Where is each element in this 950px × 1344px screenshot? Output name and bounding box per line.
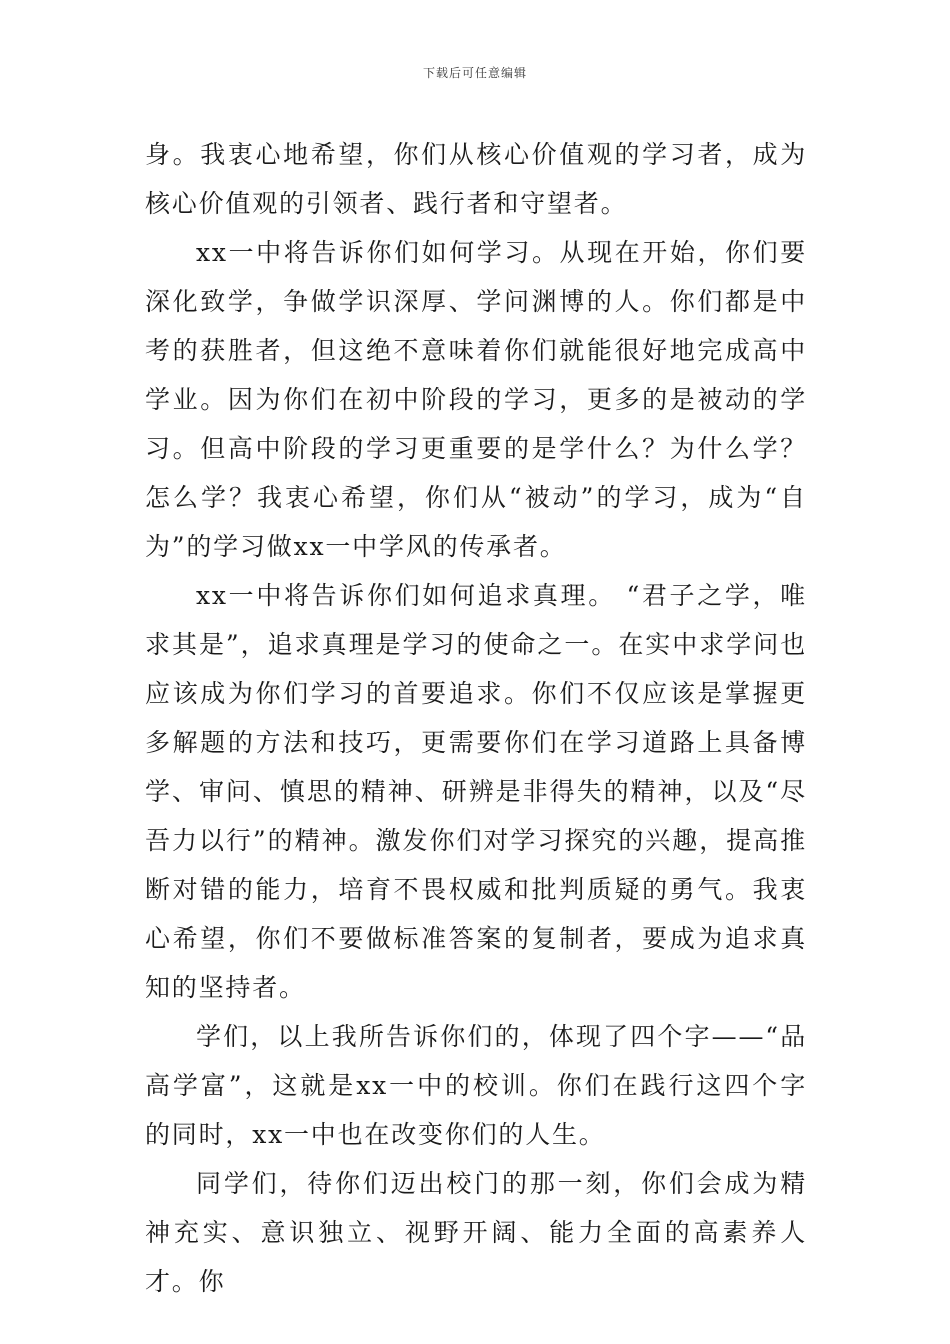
paragraph: 学们，以上我所告诉你们的，体现了四个字——“品高学富”，这就是xx一中的校训。你们在践行这四个字的同时，xx一中也在改变你们的人生。 bbox=[145, 1022, 807, 1149]
page-header: 下载后可任意编辑 bbox=[422, 66, 527, 80]
paragraph: xx一中将告诉你们如何追求真理。 “君子之学，唯求其是”，追求真理是学习的使命之一。在实中求学问也应该成为你们学习的首要追求。你们不仅应该是掌握更多解题的方法和技巧，更需要你们在学习道路上具备博学、审问、慎思的精神、研辨是非得失的精神，以及“尽吾力以行”的精神。激发你们对学习探究的兴趣，提高推断对错的能力，培育不畏权威和批判质疑的勇气。我衷心希望，你们不要做标准答案的复制者，要成为追求真知的坚持者。 bbox=[145, 581, 807, 1002]
document-body bbox=[145, 130, 807, 1306]
paragraph: 同学们，待你们迈出校门的那一刻，你们会成为精神充实、意识独立、视野开阔、能力全面的高素养人才。你 bbox=[145, 1169, 807, 1296]
paragraph: xx一中将告诉你们如何学习。从现在开始，你们要深化致学，争做学识深厚、学问渊博的人。你们都是中考的获胜者，但这绝不意味着你们就能很好地完成高中学业。因为你们在初中阶段的学习，更多的是被动的学习。但高中阶段的学习更重要的是学什么？为什么学？怎么学？我衷心希望，你们从“被动”的学习，成为“自为”的学习做xx一中学风的传承者。 bbox=[145, 238, 807, 561]
paragraph: 身。我衷心地希望，你们从核心价值观的学习者，成为核心价值观的引领者、践行者和守望者。 bbox=[145, 140, 807, 218]
